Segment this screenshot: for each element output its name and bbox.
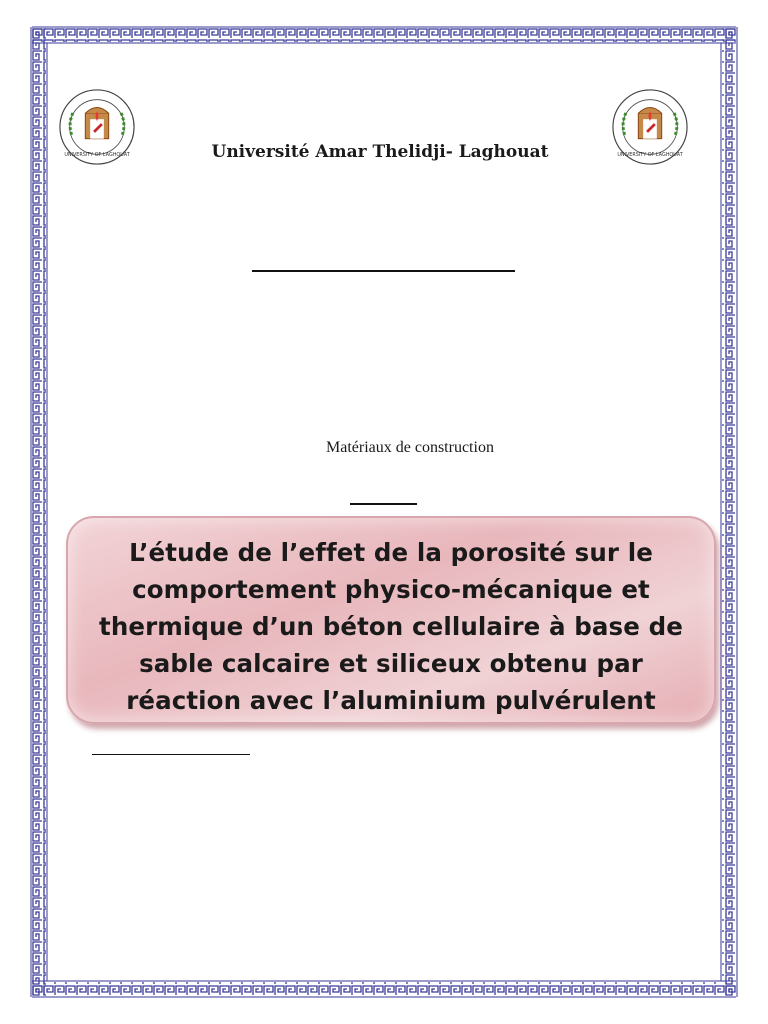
title-line: L’étude de l’effet de la porosité sur le: [129, 538, 653, 567]
seal-arc-text: UNIVERSITY OF LAGHOUAT: [617, 152, 683, 159]
divider-line: [252, 270, 515, 272]
title-line: sable calcaire et siliceux obtenu par: [139, 649, 643, 678]
university-name: Université Amar Thelidji- Laghouat: [211, 142, 549, 162]
title-line: thermique d’un béton cellulaire à base de: [99, 612, 683, 641]
title-line: réaction avec l’aluminium pulvérulent: [126, 686, 656, 715]
title-line: comportement physico-mécanique et: [132, 575, 650, 604]
seal-arc-text: UNIVERSITY OF LAGHOUAT: [64, 152, 130, 159]
thesis-title-box: [66, 516, 716, 724]
subject-label: Matériaux de construction: [326, 439, 494, 456]
divider-line: [92, 754, 250, 755]
thesis-title: [78, 534, 704, 719]
divider-line: [350, 503, 417, 505]
